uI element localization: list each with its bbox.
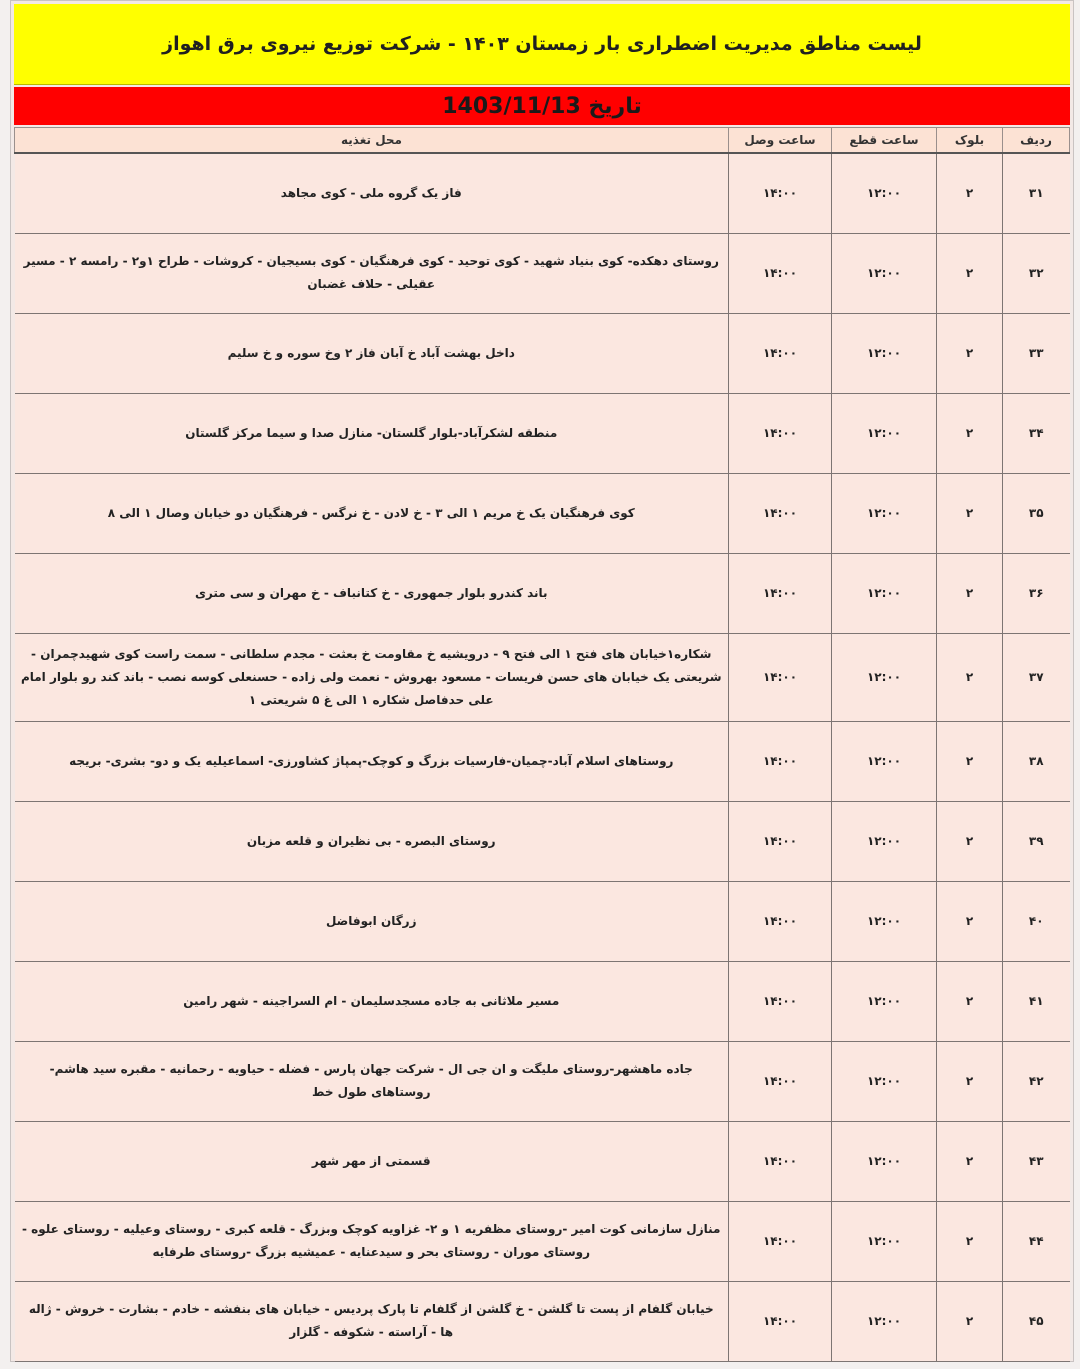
row-radif: ۳۴ (1003, 393, 1070, 473)
row-place: کوی فرهنگیان یک خ مریم ۱ الی ۳ - خ لادن - خ نرگس - فرهنگیان دو خیابان وصال ۱ الی ۸ (15, 473, 729, 553)
row-block: ۲ (937, 721, 1003, 801)
table-row (15, 393, 1070, 473)
date-banner: تاریخ 1403/11/13 (14, 87, 1070, 125)
row-block: ۲ (937, 153, 1003, 233)
row-connect-time: ۱۴:۰۰ (729, 233, 832, 313)
row-radif: ۳۷ (1003, 633, 1070, 721)
page-title: لیست مناطق مدیریت اضطراری بار زمستان ۱۴۰۳ - شرکت توزیع نیروی برق اهواز (14, 4, 1070, 85)
row-radif: ۴۵ (1003, 1281, 1070, 1361)
row-connect-time: ۱۴:۰۰ (729, 393, 832, 473)
row-block: ۲ (937, 801, 1003, 881)
row-connect-time: ۱۴:۰۰ (729, 961, 832, 1041)
header-block: بلوک (937, 128, 1003, 154)
row-place: شکاره۱خیابان های فتح ۱ الی فتح ۹ - درویشیه خ مقاومت خ بعثت - مجدم سلطانی - سمت راست کوی شهیدچمران - شریعتی یک خیابان های حسن فریسات - مسعود بهروش - نعمت ولی زاده - حسنعلی کوسه نصب - باند کند رو بلوار امام علی حدفاصل شکاره ۱ الی غ ۵ شریعتی ۱ (15, 633, 729, 721)
header-connect-time: ساعت وصل (729, 128, 832, 154)
row-connect-time: ۱۴:۰۰ (729, 553, 832, 633)
outage-table (14, 127, 1070, 1362)
row-radif: ۴۱ (1003, 961, 1070, 1041)
row-cut-time: ۱۲:۰۰ (832, 1201, 937, 1281)
row-block: ۲ (937, 1121, 1003, 1201)
table-row (15, 633, 1070, 721)
row-cut-time: ۱۲:۰۰ (832, 961, 937, 1041)
table-row (15, 473, 1070, 553)
table-row (15, 801, 1070, 881)
row-radif: ۳۶ (1003, 553, 1070, 633)
row-radif: ۳۱ (1003, 153, 1070, 233)
table-row (15, 313, 1070, 393)
row-cut-time: ۱۲:۰۰ (832, 1041, 937, 1121)
row-radif: ۴۲ (1003, 1041, 1070, 1121)
row-place: روستاهای اسلام آباد-چمیان-فارسیات بزرگ و کوچک-پمپاژ کشاورزی- اسماعیلیه یک و دو- بشری- بریجه (15, 721, 729, 801)
table-row (15, 1201, 1070, 1281)
table-row (15, 553, 1070, 633)
table-row (15, 233, 1070, 313)
row-block: ۲ (937, 553, 1003, 633)
row-connect-time: ۱۴:۰۰ (729, 801, 832, 881)
row-place: منطقه لشکرآباد-بلوار گلستان- منازل صدا و سیما مرکز گلستان (15, 393, 729, 473)
row-connect-time: ۱۴:۰۰ (729, 313, 832, 393)
row-place: منازل سازمانی کوت امیر -روستای مظفریه ۱ و ۲- غزاویه کوچک وبزرگ - قلعه کبری - روستای وعیلیه - روستای علوه - روستای موران - روستای بحر و سیدعنایه - عمیشیه بزرگ -روستای طرفایه (15, 1201, 729, 1281)
row-place: مسیر ملاثانی به جاده مسجدسلیمان - ام السراجینه - شهر رامین (15, 961, 729, 1041)
row-cut-time: ۱۲:۰۰ (832, 393, 937, 473)
row-place: زرگان ابوفاضل (15, 881, 729, 961)
row-cut-time: ۱۲:۰۰ (832, 473, 937, 553)
table-row (15, 881, 1070, 961)
row-cut-time: ۱۲:۰۰ (832, 553, 937, 633)
row-radif: ۳۲ (1003, 233, 1070, 313)
row-place: داخل بهشت آباد خ آبان فاز ۲ وخ سوره و خ سلیم (15, 313, 729, 393)
table-row (15, 1041, 1070, 1121)
row-cut-time: ۱۲:۰۰ (832, 1121, 937, 1201)
row-radif: ۳۹ (1003, 801, 1070, 881)
row-place: جاده ماهشهر-روستای ملیگت و ان جی ال - شرکت جهان پارس - فضله - حیاویه - رحمانیه - مقبره سید هاشم- روستاهای طول خط (15, 1041, 729, 1121)
row-radif: ۴۴ (1003, 1201, 1070, 1281)
row-block: ۲ (937, 1041, 1003, 1121)
row-place: خیابان گلفام از پست تا گلشن - خ گلشن از گلفام تا پارک پردیس - خیابان های بنفشه - خادم - بشارت - خروش - ژاله ها - آراسته - شکوفه - گلزار (15, 1281, 729, 1361)
row-place: روستای دهکده- کوی بنیاد شهید - کوی توحید - کوی فرهنگیان - کوی بسیجیان - کروشات - طراح ۱و۲ - رامسه ۲ - مسیر عقیلی - حلاف غضبان (15, 233, 729, 313)
table-row (15, 721, 1070, 801)
row-connect-time: ۱۴:۰۰ (729, 1041, 832, 1121)
row-cut-time: ۱۲:۰۰ (832, 313, 937, 393)
row-cut-time: ۱۲:۰۰ (832, 721, 937, 801)
header-cut-time: ساعت قطع (832, 128, 937, 154)
row-place: قسمتی از مهر شهر (15, 1121, 729, 1201)
row-block: ۲ (937, 393, 1003, 473)
row-block: ۲ (937, 1201, 1003, 1281)
row-block: ۲ (937, 961, 1003, 1041)
row-radif: ۳۳ (1003, 313, 1070, 393)
row-connect-time: ۱۴:۰۰ (729, 881, 832, 961)
table-header-row (15, 128, 1070, 154)
row-connect-time: ۱۴:۰۰ (729, 153, 832, 233)
row-radif: ۳۸ (1003, 721, 1070, 801)
row-connect-time: ۱۴:۰۰ (729, 1281, 832, 1361)
row-block: ۲ (937, 1281, 1003, 1361)
row-connect-time: ۱۴:۰۰ (729, 633, 832, 721)
row-connect-time: ۱۴:۰۰ (729, 1201, 832, 1281)
table-row (15, 1281, 1070, 1361)
row-block: ۲ (937, 313, 1003, 393)
row-connect-time: ۱۴:۰۰ (729, 473, 832, 553)
row-cut-time: ۱۲:۰۰ (832, 233, 937, 313)
row-place: روستای البصره - بی نظیران و قلعه مزبان (15, 801, 729, 881)
schedule-sheet (10, 0, 1074, 1362)
table-row (15, 153, 1070, 233)
row-radif: ۴۳ (1003, 1121, 1070, 1201)
row-cut-time: ۱۲:۰۰ (832, 153, 937, 233)
row-radif: ۳۵ (1003, 473, 1070, 553)
row-block: ۲ (937, 881, 1003, 961)
table-body (15, 153, 1070, 1361)
row-cut-time: ۱۲:۰۰ (832, 1281, 937, 1361)
header-place: محل تغذیه (15, 128, 729, 154)
table-row (15, 1121, 1070, 1201)
row-cut-time: ۱۲:۰۰ (832, 881, 937, 961)
row-place: باند کندرو بلوار جمهوری - خ کتانباف - خ مهران و سی متری (15, 553, 729, 633)
row-connect-time: ۱۴:۰۰ (729, 1121, 832, 1201)
row-block: ۲ (937, 473, 1003, 553)
header-radif: ردیف (1003, 128, 1070, 154)
row-block: ۲ (937, 633, 1003, 721)
row-block: ۲ (937, 233, 1003, 313)
row-place: فاز یک گروه ملی - کوی مجاهد (15, 153, 729, 233)
row-cut-time: ۱۲:۰۰ (832, 801, 937, 881)
row-cut-time: ۱۲:۰۰ (832, 633, 937, 721)
table-row (15, 961, 1070, 1041)
row-radif: ۴۰ (1003, 881, 1070, 961)
row-connect-time: ۱۴:۰۰ (729, 721, 832, 801)
